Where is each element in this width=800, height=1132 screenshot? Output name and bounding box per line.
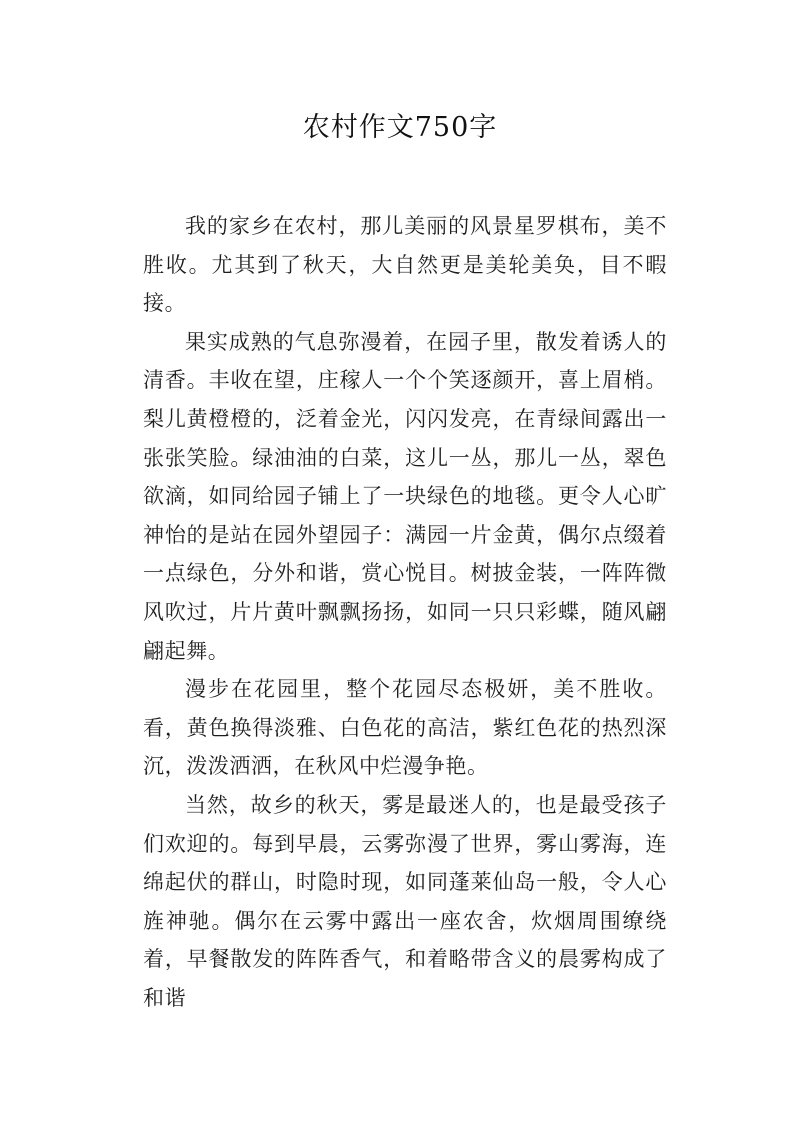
paragraph-2: 果实成熟的气息弥漫着，在园子里，散发着诱人的清香。丰收在望，庄稼人一个个笑逐颜开，喜上眉梢。梨儿黄橙橙的，泛着金光，闪闪发亮，在青绿间露出一张张笑脸。绿油油的白菜，这儿一丛，那儿一丛，翠色欲滴，如同给园子铺上了一块绿色的地毯。更令人心旷神怡的是站在园外望园子：满园一片金黄，偶尔点缀着一点绿色，分外和谐，赏心悦目。树披金装，一阵阵微风吹过，片片黄叶飘飘扬扬，如同一只只彩蝶，随风翩翩起舞。	[143, 329, 667, 663]
document-body	[143, 207, 667, 1017]
document-title: 农村作文750字	[302, 112, 498, 143]
paragraph-4: 当然，故乡的秋天，雾是最迷人的，也是最受孩子们欢迎的。每到早晨，云雾弥漫了世界，雾山雾海，连绵起伏的群山，时隐时现，如同蓬莱仙岛一般，令人心旌神驰。偶尔在云雾中露出一座农舍，炊烟周围缭绕着，早餐散发的阵阵香气，和着略带含义的晨雾构成了和谐	[143, 792, 667, 1010]
paragraph-1: 我的家乡在农村，那儿美丽的风景星罗棋布，美不胜收。尤其到了秋天，大自然更是美轮美奂，目不暇接。	[143, 214, 667, 316]
paragraph-3: 漫步在花园里，整个花园尽态极妍，美不胜收。看，黄色换得淡雅、白色花的高洁，紫红色花的热烈深沉，泼泼洒洒，在秋风中烂漫争艳。	[143, 677, 667, 779]
